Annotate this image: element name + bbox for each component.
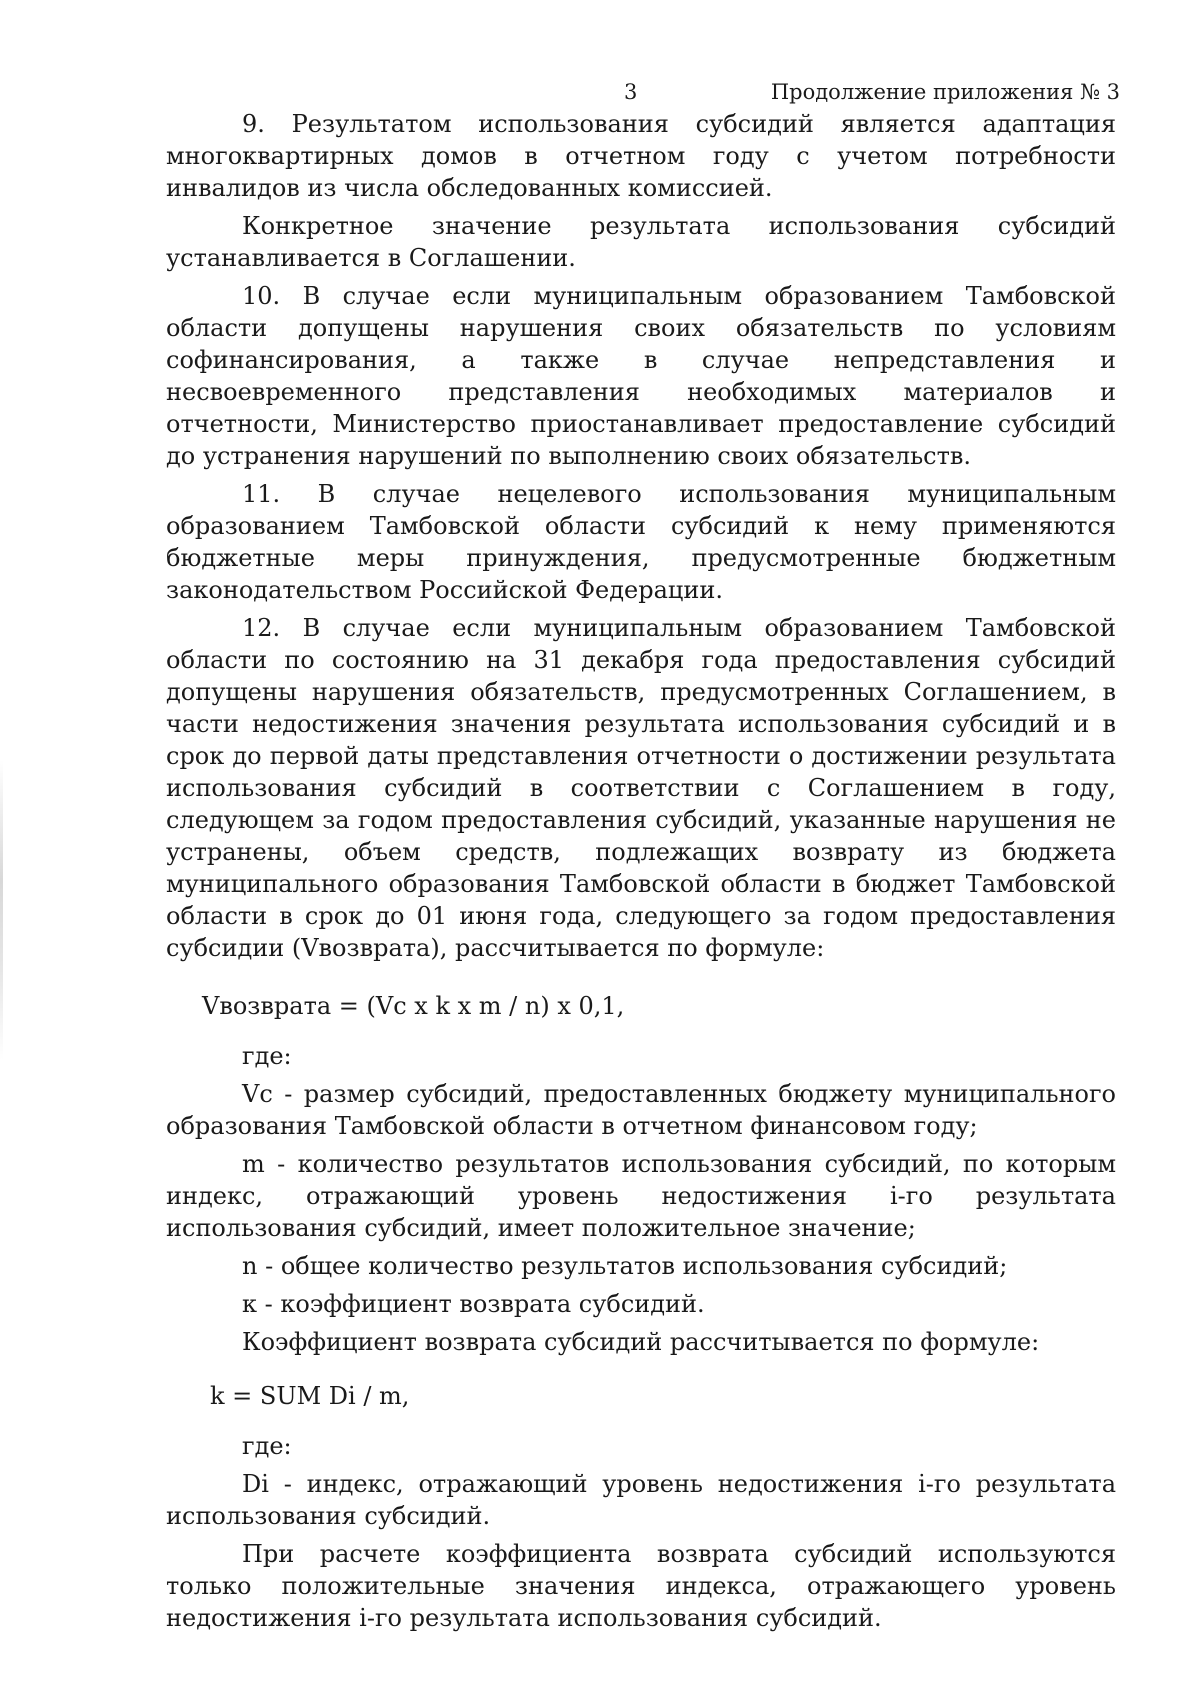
- definition-m: m - количество результатов использования субсидий, по которым индекс, отражающий уровень недостижения i-го результата использования субсидий, имеет положительное значение;: [166, 1150, 1116, 1242]
- document-body: [166, 108, 1116, 1640]
- paragraph-9-result-value: Конкретное значение результата использования субсидий устанавливается в Соглашении.: [166, 212, 1116, 272]
- definition-di: Di - индекс, отражающий уровень недостижения i-го результата использования субсидий.: [166, 1470, 1116, 1530]
- paragraph-9: 9. Результатом использования субсидий является адаптация многоквартирных домов в отчетном году с учетом потребности инвалидов из числа обследованных комиссией.: [166, 110, 1116, 202]
- coefficient-formula-intro: Коэффициент возврата субсидий рассчитывается по формуле:: [242, 1328, 1040, 1356]
- definition-vc: Vc - размер субсидий, предоставленных бюджету муниципального образования Тамбовской области в отчетном финансовом году;: [166, 1080, 1116, 1140]
- where-label-2: где:: [242, 1432, 292, 1460]
- final-paragraph: При расчете коэффициента возврата субсидий используются только положительные значения индекса, отражающего уровень недостижения i-го результата использования субсидий.: [166, 1540, 1116, 1632]
- definition-k: к - коэффициент возврата субсидий.: [242, 1290, 705, 1318]
- scan-edge-shadow: [0, 760, 3, 1060]
- paragraph-11: 11. В случае нецелевого использования муниципальным образованием Тамбовской области субсидий к нему применяются бюджетные меры принуждения, предусмотренные бюджетным законодательством Российской Федерации.: [166, 480, 1116, 604]
- paragraph-10: 10. В случае если муниципальным образованием Тамбовской области допущены нарушения своих обязательств по условиям софинансирования, а также в случае непредставления и несвоевременного представления необходимых материалов и отчетности, Министерство приостанавливает предоставление субсидий до устранения нарушений по выполнению своих обязательств.: [166, 282, 1116, 470]
- refund-formula: Vвозврата = (Vc x k x m / n) x 0,1,: [202, 992, 625, 1020]
- appendix-continuation-label: Продолжение приложения № 3: [770, 80, 1120, 104]
- definition-n: n - общее количество результатов использования субсидий;: [242, 1252, 1008, 1280]
- where-label: где:: [242, 1042, 292, 1070]
- coefficient-formula: k = SUM Di / m,: [210, 1382, 410, 1410]
- page-number: 3: [624, 80, 638, 104]
- paragraph-12: 12. В случае если муниципальным образованием Тамбовской области по состоянию на 31 декабря года предоставления субсидий допущены нарушения обязательств, предусмотренных Соглашением, в части недостижения значения результата использования субсидий и в срок до первой даты представления отчетности о достижении результата использования субсидий в соответствии с Соглашением в году, следующем за годом предоставления субсидий, указанные нарушения не устранены, объем средств, подлежащих возврату из бюджета муниципального образования Тамбовской области в бюджет Тамбовской области в срок до 01 июня года, следующего за годом предоставления субсидии (Vвозврата), рассчитывается по формуле:: [166, 614, 1116, 962]
